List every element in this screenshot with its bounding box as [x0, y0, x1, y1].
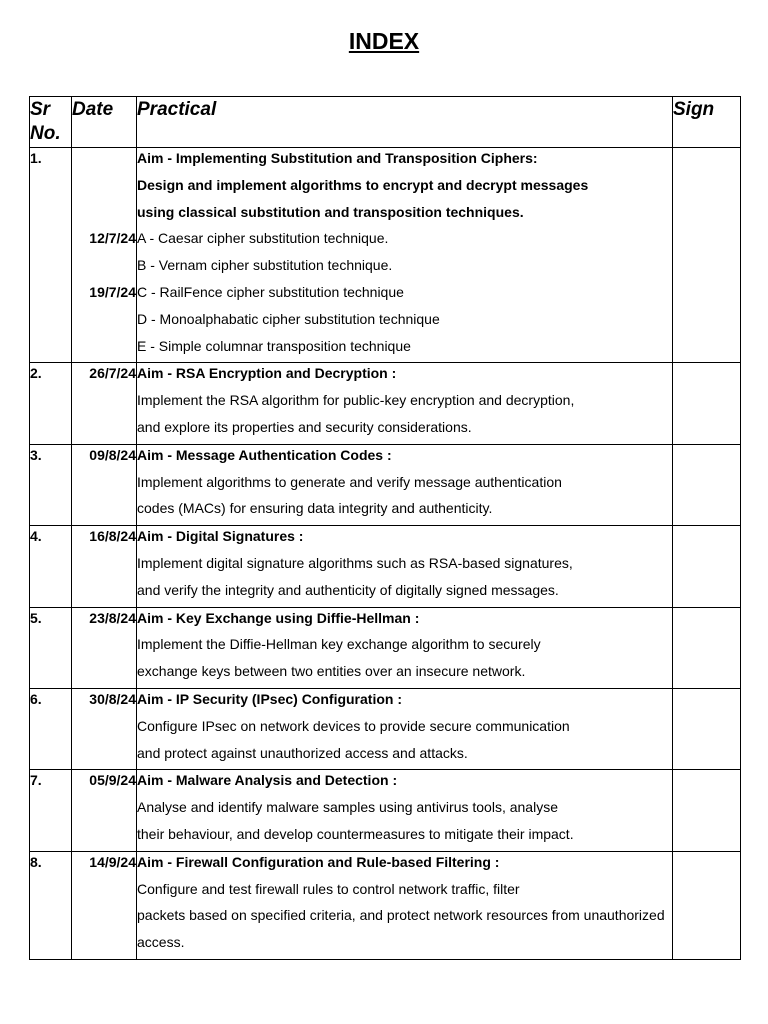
table-row [30, 148, 741, 363]
header-sign [673, 97, 741, 148]
date-value: 16/8/24 [89, 528, 136, 545]
date-value: 12/7/24 [89, 230, 136, 247]
date-value: 09/8/24 [89, 446, 136, 463]
date-value: 30/8/24 [89, 690, 136, 707]
practical-cell [137, 851, 673, 959]
practical-aim: Aim - Key Exchange using Diffie-Hellman : [137, 609, 420, 626]
practical-line: and verify the integrity and authenticity of digitally signed messages. [137, 581, 559, 598]
date-cell [72, 770, 137, 851]
practical-cell [137, 770, 673, 851]
table-row [30, 526, 741, 607]
date-cell [72, 148, 137, 363]
practical-line: Configure and test firewall rules to control network traffic, filter [137, 880, 520, 897]
practical-line: A - Caesar cipher substitution technique. [137, 230, 389, 247]
practical-line: codes (MACs) for ensuring data integrity and authenticity. [137, 500, 493, 517]
sign-cell [673, 148, 741, 363]
practical-line: and protect against unauthorized access and attacks. [137, 744, 468, 761]
header-practical-label: Practical [137, 99, 217, 120]
practical-line: packets based on specified criteria, and protect network resources from unauthorized [137, 907, 665, 924]
header-practical [137, 97, 673, 148]
sr-no: 1. [30, 150, 42, 166]
date-value [72, 148, 136, 175]
practical-line: exchange keys between two entities over an insecure network. [137, 663, 526, 680]
sign-cell [673, 851, 741, 959]
header-sr-line-1: Sr [30, 99, 51, 120]
sign-cell [673, 770, 741, 851]
sr-no-cell [30, 444, 72, 525]
practical-line: C - RailFence cipher substitution technique [137, 283, 404, 300]
sr-no: 7. [30, 772, 42, 789]
page-title: INDEX [348, 28, 420, 54]
table-row [30, 363, 741, 444]
practical-line: their behaviour, and develop countermeasures to mitigate their impact. [137, 825, 574, 842]
sr-no-cell [30, 526, 72, 607]
date-cell [72, 363, 137, 444]
practical-line: Implement the RSA algorithm for public-key encryption and decryption, [137, 392, 575, 409]
table-body [30, 148, 741, 960]
date-cell [72, 688, 137, 769]
date-value: 19/7/24 [89, 283, 136, 300]
practical-aim: Aim - Implementing Substitution and Transposition Ciphers: [137, 150, 538, 166]
header-row [30, 97, 741, 148]
header-sign-label: Sign [673, 99, 715, 120]
date-value: 14/9/24 [89, 853, 136, 870]
table-row [30, 851, 741, 959]
practical-line: and explore its properties and security considerations. [137, 418, 472, 435]
sr-no: 3. [30, 446, 42, 463]
header-sr-no [30, 97, 72, 148]
practical-line: Implement algorithms to generate and verify message authentication [137, 473, 562, 490]
practical-cell [137, 607, 673, 688]
practical-line: Implement digital signature algorithms such as RSA-based signatures, [137, 554, 573, 571]
table-row [30, 607, 741, 688]
sign-cell [673, 607, 741, 688]
sign-cell [673, 444, 741, 525]
date-value [72, 309, 136, 336]
practical-line: access. [137, 934, 185, 951]
sr-no-cell [30, 363, 72, 444]
sr-no-cell [30, 148, 72, 363]
date-value [72, 175, 136, 202]
date-cell [72, 526, 137, 607]
table-row [30, 770, 741, 851]
practical-aim: Aim - Firewall Configuration and Rule-based Filtering : [137, 853, 500, 870]
practical-aim: Aim - Message Authentication Codes : [137, 446, 392, 463]
table-row [30, 688, 741, 769]
date-value: 05/9/24 [89, 772, 136, 789]
sign-cell [673, 526, 741, 607]
sign-cell [673, 688, 741, 769]
sr-no-cell [30, 607, 72, 688]
date-value: 26/7/24 [89, 365, 136, 382]
practical-cell [137, 688, 673, 769]
practical-aim: Aim - Digital Signatures : [137, 528, 304, 545]
sign-cell [673, 363, 741, 444]
header-date [72, 97, 137, 148]
practical-aim: Aim - Malware Analysis and Detection : [137, 772, 398, 789]
sr-no: 5. [30, 609, 42, 626]
practical-line: using classical substitution and transposition techniques. [137, 203, 524, 220]
sr-no: 6. [30, 690, 42, 707]
practical-line: D - Monoalphabatic cipher substitution technique [137, 310, 440, 327]
date-cell [72, 444, 137, 525]
practical-cell [137, 444, 673, 525]
practical-line: Analyse and identify malware samples using antivirus tools, analyse [137, 799, 558, 816]
practical-aim: Aim - RSA Encryption and Decryption : [137, 365, 397, 382]
date-cell [72, 851, 137, 959]
table-row [30, 444, 741, 525]
sr-no-cell [30, 688, 72, 769]
practical-line: Configure IPsec on network devices to provide secure communication [137, 717, 570, 734]
practical-line: B - Vernam cipher substitution technique. [137, 257, 393, 274]
date-value: 23/8/24 [89, 609, 136, 626]
practical-cell [137, 148, 673, 363]
practical-cell [137, 363, 673, 444]
sr-no: 2. [30, 365, 42, 382]
index-table [29, 96, 741, 960]
practical-line: Design and implement algorithms to encrypt and decrypt messages [137, 176, 589, 193]
sr-no: 8. [30, 853, 42, 870]
date-value [72, 202, 136, 229]
header-sr-line-2: No. [30, 123, 61, 144]
practical-line: Implement the Diffie-Hellman key exchange algorithm to securely [137, 636, 541, 653]
sr-no: 4. [30, 528, 42, 545]
sr-no-cell [30, 851, 72, 959]
practical-aim: Aim - IP Security (IPsec) Configuration : [137, 690, 403, 707]
header-date-label: Date [72, 99, 114, 120]
practical-line: E - Simple columnar transposition technique [137, 337, 411, 354]
date-value [72, 255, 136, 282]
date-value [72, 336, 136, 363]
practical-cell [137, 526, 673, 607]
date-cell [72, 607, 137, 688]
sr-no-cell [30, 770, 72, 851]
